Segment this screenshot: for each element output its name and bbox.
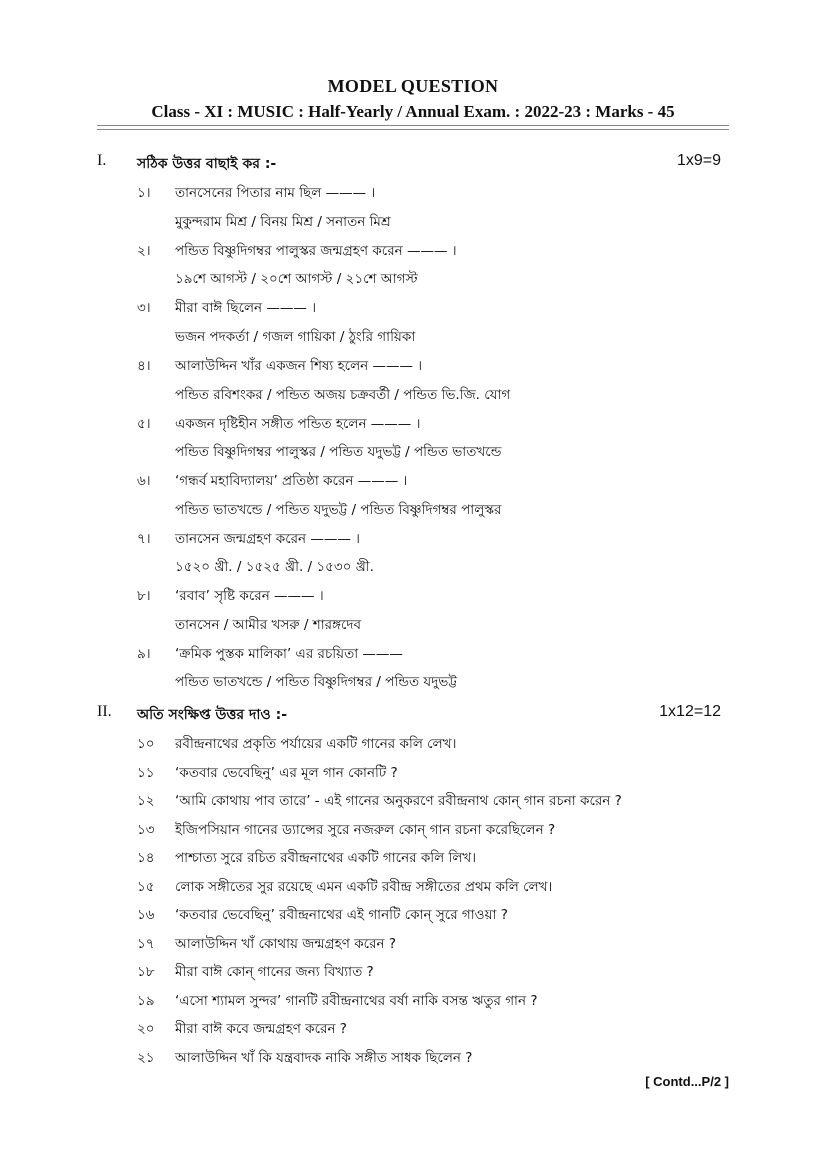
question-text: ‘কতবার ভেবেছিনু’ রবীন্দ্রনাথের এই গানটি কোন্ সুরে গাওয়া ? [175,907,508,923]
question-options: ১৯শে আগস্ট / ২০শে আগস্ট / ২১শে আগস্ট [175,271,418,287]
question-text: ‘ক্রমিক পুস্তক মালিকা’ এর রচয়িতা ——— [175,646,403,662]
question-number: ১৫ [137,879,155,895]
continued-note: [ Contd...P/2 ] [645,1074,729,1089]
question-number: ১৩ [137,822,155,838]
question-options: পন্ডিত রবিশংকর / পন্ডিত অজয় চক্রবর্তী / পন্ডিত ভি.জি. যোগ [175,387,511,403]
question-number: ১৬ [137,907,155,923]
question-options: ভজন পদকর্তা / গজল গায়িকা / ঠুংরি গায়িকা [175,329,416,345]
section-number: I. [97,152,107,169]
question-number: ১। [137,185,151,201]
question-text: ‘কতবার ভেবেছিনু’ এর মূল গান কোনটি ? [175,765,398,781]
question-text: ‘এসো শ্যামল সুন্দর’ গানটি রবীন্দ্রনাথের বর্ষা নাকি বসন্ত ঋতুর গান ? [175,993,538,1009]
section-2-header [97,703,721,725]
page-title: MODEL QUESTION [327,76,499,96]
question-text: ‘রবাব’ সৃষ্টি করেন ——— । [175,588,324,604]
question-number: ৯। [137,646,151,662]
question-text: মীরা বাঈ কোন্ গানের জন্য বিখ্যাত ? [175,964,374,980]
question-number: ২। [137,243,151,259]
question-text: তানসেনের পিতার নাম ছিল ——— । [175,185,376,201]
question-options: মুকুন্দরাম মিশ্র / বিনয় মিশ্র / সনাতন মিশ্র [175,214,391,230]
header-divider [97,125,729,126]
question-text: মীরা বাঈ কবে জন্মগ্রহণ করেন ? [175,1021,347,1037]
question-number: ১০ [137,736,155,752]
question-number: ২০ [137,1021,155,1037]
question-options: তানসেন / আমীর খসরু / শারঙ্গদেব [175,617,362,633]
section-marks: 1x9=9 [676,152,721,169]
question-number: ৬। [137,473,151,489]
section-label: সঠিক উত্তর বাছাই কর :- [137,156,277,172]
section-number: II. [97,703,112,720]
question-number: ১৭ [137,936,155,952]
section-marks: 1x12=12 [659,703,721,720]
question-number: ১৯ [137,993,155,1009]
question-text: মীরা বাঈ ছিলেন ——— । [175,300,317,316]
exam-subtitle: Class - XI : MUSIC : Half-Yearly / Annual Exam. : 2022-23 : Marks - 45 [151,102,675,121]
question-number: ৩। [137,300,151,316]
question-text: পাশ্চাত্য সুরে রচিত রবীন্দ্রনাথের একটি গানের কলি লিখ। [175,850,477,866]
question-number: ৭। [137,531,151,547]
section-1-header [97,152,721,174]
question-text: রবীন্দ্রনাথের প্রকৃতি পর্যায়ের একটি গানের কলি লেখ। [175,736,457,752]
question-number: ৮। [137,588,151,604]
question-text: ‘আমি কোথায় পাব তারে’ - এই গানের অনুকরণে রবীন্দ্রনাথ কোন্ গান রচনা করেন ? [175,793,622,809]
question-number: ১৪ [137,850,155,866]
question-text: আলাউদ্দিন খাঁ কোথায় জন্মগ্রহণ করেন ? [175,936,397,952]
question-text: পন্ডিত বিষ্ণুদিগম্বর পালুস্কর জন্মগ্রহণ করেন ——— । [175,243,457,259]
question-number: ১২ [137,793,155,809]
question-options: পন্ডিত বিষ্ণুদিগম্বর পালুস্কর / পন্ডিত যদুভট্ট / পন্ডিত ভাতখন্ডে [175,444,502,460]
question-number: ২১ [137,1050,155,1066]
question-options: পন্ডিত ভাতখন্ডে / পন্ডিত যদুভট্ট / পন্ডিত বিষ্ণুদিগম্বর পালুস্কর [175,502,502,518]
header-divider [97,129,729,130]
question-text: ‘গন্ধর্ব মহাবিদ্যালয়’ প্রতিষ্ঠা করেন ——— । [175,473,408,489]
question-text: আলাউদ্দিন খাঁর একজন শিষ্য হলেন ——— । [175,358,423,374]
question-text: লোক সঙ্গীতের সুর রয়েছে এমন একটি রবীন্দ্র সঙ্গীতের প্রথম কলি লেখ। [175,879,553,895]
question-text: ইজিপসিয়ান গানের ড্যান্সের সুরে নজরুল কোন্ গান রচনা করেছিলেন ? [175,822,556,838]
question-number: ৪। [137,358,151,374]
question-options: ১৫২০ খ্রী. / ১৫২৫ খ্রী. / ১৫৩০ খ্রী. [175,559,374,575]
question-text: আলাউদ্দিন খাঁ কি যন্ত্রবাদক নাকি সঙ্গীত সাধক ছিলেন ? [175,1050,473,1066]
section-label: অতি সংক্ষিপ্ত উত্তর দাও :- [137,707,288,723]
question-number: ৫। [137,416,151,432]
question-number: ১৮ [137,964,155,980]
question-text: তানসেন জন্মগ্রহণ করেন ——— । [175,531,361,547]
question-text: একজন দৃষ্টিহীন সঙ্গীত পন্ডিত হলেন ——— । [175,416,421,432]
question-options: পন্ডিত ভাতখন্ডে / পন্ডিত বিষ্ণুদিগম্বর / পন্ডিত যদুভট্ট [175,674,457,690]
question-number: ১১ [137,765,155,781]
